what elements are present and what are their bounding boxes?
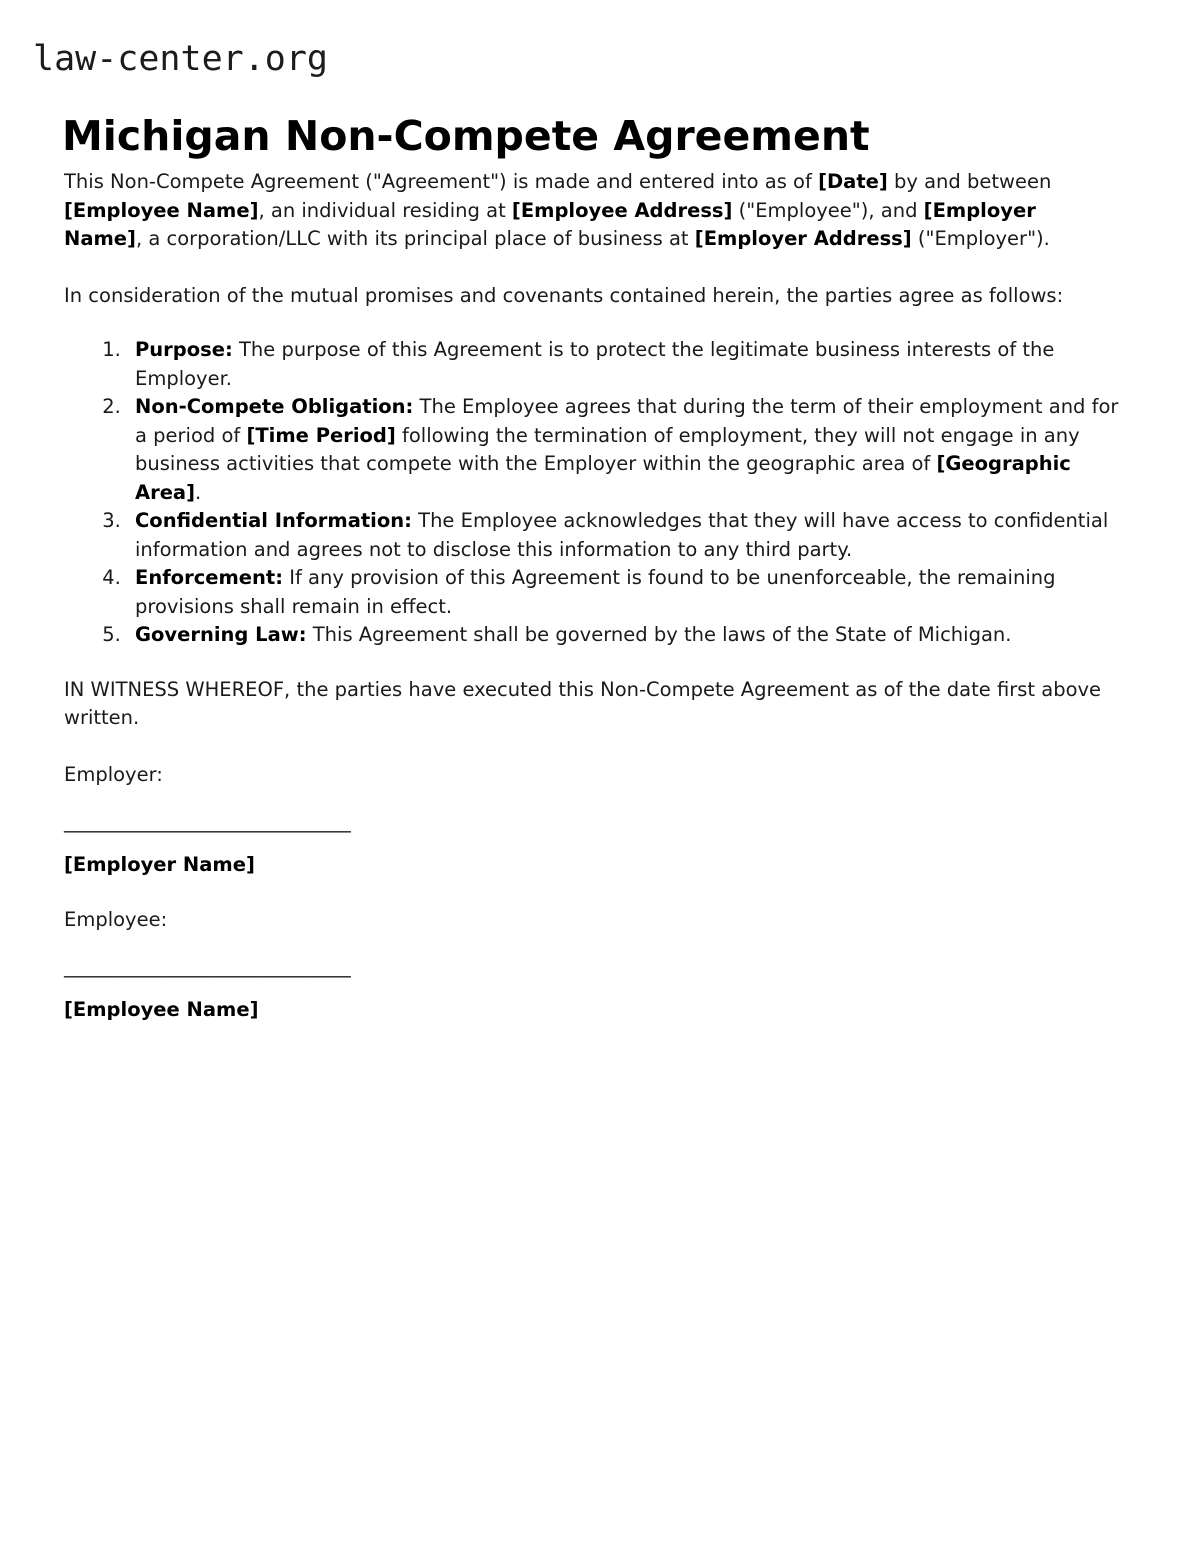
clause-item-governing-law — [127, 621, 1119, 650]
document-body — [64, 168, 1119, 1051]
clause-item-non-compete-obligation — [127, 393, 1119, 507]
time-period-placeholder: [Time Period] — [246, 423, 396, 447]
intro-text-1: This Non-Compete Agreement ("Agreement") is made and entered into as of — [64, 170, 819, 193]
employee-name-signature-placeholder: [Employee Name] — [64, 998, 259, 1021]
employer-signature-line: ______________________________ — [64, 810, 351, 833]
date-placeholder: [Date] — [818, 170, 888, 193]
clause-heading-non-compete-obligation: Non-Compete Obligation: — [135, 395, 414, 418]
employee-signature-line: ______________________________ — [64, 955, 351, 978]
geographic-area-placeholder: [Geographic Area] — [135, 452, 1071, 504]
clause-body-non-compete-before: The Employee agrees that during the term of their employment and for a period of — [135, 395, 1119, 447]
clause-body-governing-law: This Agreement shall be governed by the laws of the State of Michigan. — [306, 623, 1012, 646]
clause-body-non-compete-middle: following the termination of employment, they will not engage in any business activities that compete with the Employer within the geographic area of — [135, 423, 1080, 475]
clause-body-non-compete-after: . — [195, 480, 202, 504]
intro-text-5: , a corporation/LLC with its principal place of business at — [135, 227, 695, 250]
employer-address-placeholder: [Employer Address] — [694, 227, 912, 250]
employee-name-placeholder: [Employee Name] — [64, 198, 259, 222]
intro-text-6: ("Employer"). — [911, 227, 1050, 250]
intro-text-2: by and between — [887, 170, 1052, 193]
intro-text-4: ("Employee"), and — [732, 198, 924, 222]
clause-body-confidential-information: The Employee acknowledges that they will have access to confidential information and agrees not to disclose this information to any third party. — [135, 509, 1109, 561]
clause-item-purpose — [127, 336, 1119, 393]
employee-label: Employee: — [64, 907, 168, 931]
intro-text-3: , an individual residing at — [258, 198, 512, 222]
clause-body-purpose: The purpose of this Agreement is to protect the legitimate business interests of the Employer. — [135, 338, 1055, 390]
consideration-paragraph: In consideration of the mutual promises and covenants contained herein, the parties agree as follows: — [64, 283, 1064, 307]
employee-address-placeholder: [Employee Address] — [511, 198, 733, 222]
employer-signature-block — [64, 761, 1119, 880]
clause-heading-enforcement: Enforcement: — [135, 566, 284, 589]
intro-paragraph — [64, 168, 1119, 254]
site-logo: law-center.org — [33, 39, 329, 79]
page-title: Michigan Non-Compete Agreement — [62, 112, 870, 161]
clause-item-enforcement — [127, 564, 1119, 621]
clause-heading-confidential-information: Confidential Information: — [135, 509, 412, 532]
clause-body-enforcement: If any provision of this Agreement is found to be unenforceable, the remaining provisions shall remain in effect. — [135, 566, 1056, 618]
witness-clause: IN WITNESS WHEREOF, the parties have executed this Non-Compete Agreement as of the date first above written. — [64, 677, 1102, 729]
employer-name-signature-placeholder: [Employer Name] — [64, 853, 255, 876]
clause-heading-governing-law: Governing Law: — [135, 623, 307, 646]
clause-heading-purpose: Purpose: — [135, 338, 233, 361]
clause-item-confidential-information — [127, 507, 1119, 564]
employer-label: Employer: — [64, 762, 163, 786]
employer-name-placeholder: [Employer Name] — [64, 198, 1036, 250]
clauses-list — [64, 336, 1119, 650]
employee-signature-block — [64, 906, 1119, 1025]
